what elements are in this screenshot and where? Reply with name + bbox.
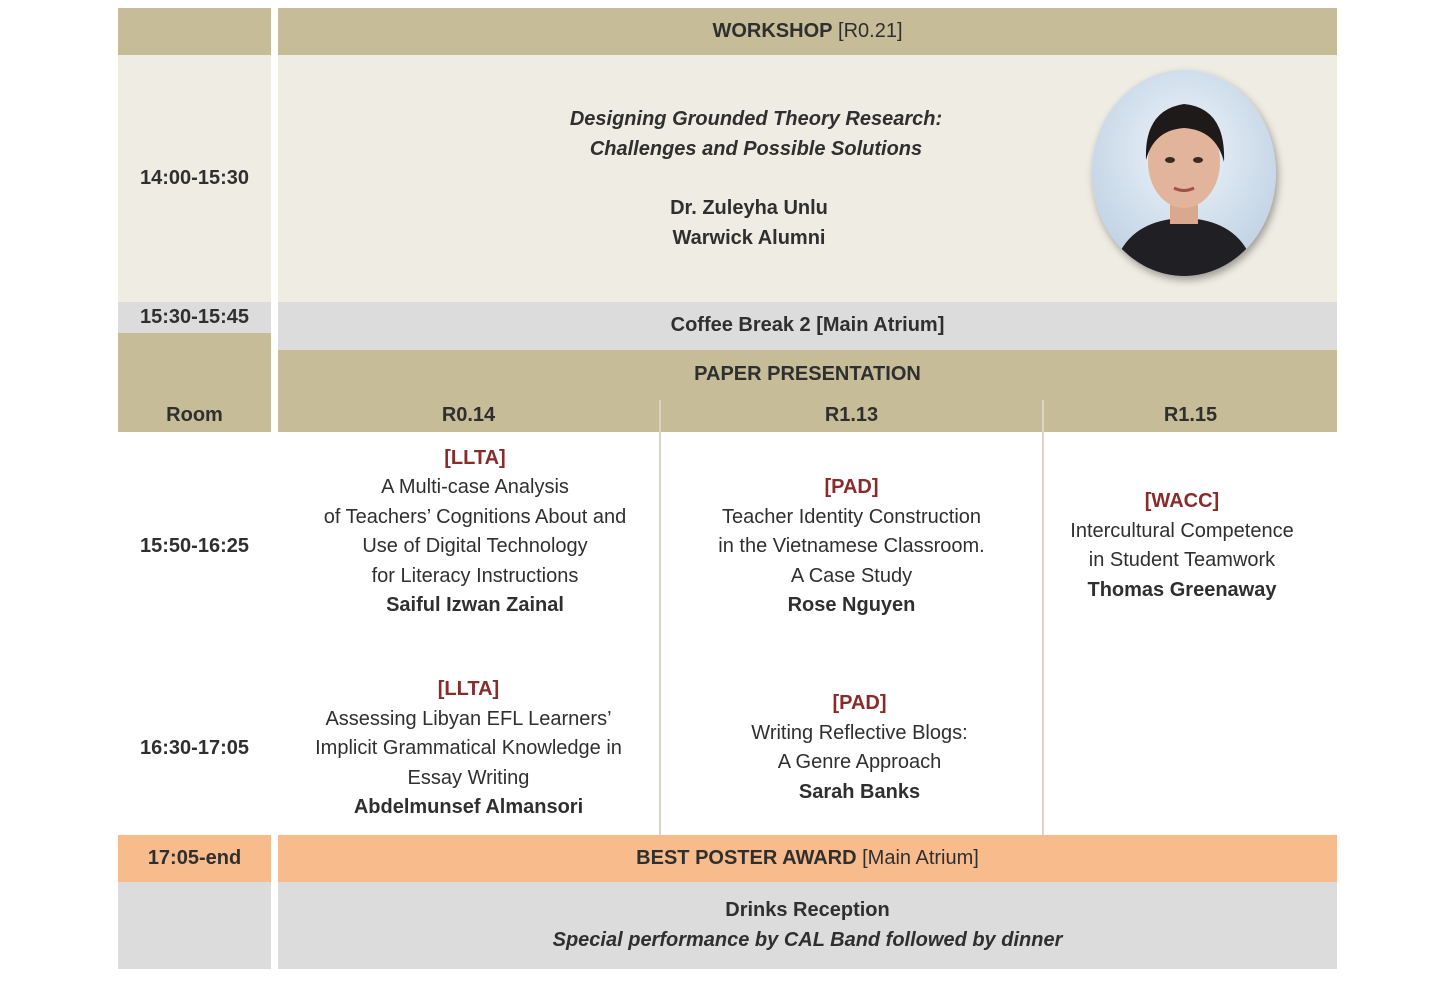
talk-author: Abdelmunsef Almansori (353, 796, 584, 819)
talk-author: Thomas Greenaway (1087, 578, 1277, 601)
workshop-affiliation: Warwick Alumni (672, 226, 826, 249)
paper-time-blank (118, 350, 271, 400)
room-label: Room (118, 400, 271, 432)
talk-slot1-r1-13 (661, 473, 1042, 621)
reception-time-blank (118, 882, 271, 969)
slot-1-time: 15:50-16:25 (118, 432, 271, 662)
award-label: BEST POSTER AWARD (636, 846, 857, 869)
talk-title-line: Writing Reflective Blogs: (751, 721, 968, 744)
time-column-header-blank (118, 8, 271, 55)
talk-slot1-r0-14 (278, 443, 659, 621)
workshop-time: 14:00-15:30 (118, 55, 271, 302)
workshop-header-room: [R0.21] (832, 19, 903, 42)
talk-title-line: Essay Writing (407, 766, 530, 789)
talk-author: Saiful Izwan Zainal (386, 594, 564, 616)
talk-author: Sarah Banks (798, 780, 921, 803)
talk-title-line: A Case Study (790, 564, 913, 587)
talk-tag: [LLTA] (437, 678, 500, 701)
slot-2-time: 16:30-17:05 (118, 662, 271, 835)
workshop-header (278, 8, 1337, 55)
coffee-break-label: Coffee Break 2 [Main Atrium] (278, 302, 1337, 350)
speaker-photo (1092, 70, 1276, 276)
coffee-time: 15:30-15:45 (118, 302, 271, 333)
award-time: 17:05-end (118, 835, 271, 882)
drinks-reception (278, 882, 1337, 969)
talk-title-line: Intercultural Competence (1070, 519, 1294, 542)
workshop-title-line-1: Designing Grounded Theory Research: (569, 108, 943, 130)
talk-title-line: Teacher Identity Construction (721, 505, 982, 528)
room-r0-14: R0.14 (278, 400, 659, 432)
talk-author: Rose Nguyen (787, 594, 916, 617)
talk-title-line: A Multi-case Analysis (381, 476, 569, 498)
best-poster-award (278, 835, 1337, 882)
talk-title-line: Implicit Grammatical Knowledge in (315, 737, 622, 760)
talk-slot2-r1-13 (661, 689, 1042, 807)
reception-title: Drinks Reception (725, 899, 890, 921)
talk-slot1-r1-15 (1044, 487, 1320, 605)
talk-title-line: Assessing Libyan EFL Learners’ (325, 707, 612, 730)
award-room: [Main Atrium] (856, 846, 979, 869)
workshop-title-line-2: Challenges and Possible Solutions (589, 137, 923, 160)
paper-presentation-header: PAPER PRESENTATION (278, 350, 1337, 400)
talk-title-line: for Literacy Instructions (371, 564, 579, 587)
speaker-portrait-image (1092, 70, 1276, 276)
workshop-speaker: Dr. Zuleyha Unlu (670, 197, 828, 219)
talk-tag: [LLTA] (444, 446, 506, 469)
talk-title-line: A Genre Approach (777, 751, 942, 773)
workshop-header-label: WORKSHOP (712, 19, 833, 42)
talk-title-line: in the Vietnamese Classroom. (718, 535, 985, 558)
talk-tag: [WACC] (1144, 490, 1220, 512)
talk-tag: [PAD] (832, 692, 887, 714)
talk-tag: [PAD] (824, 476, 879, 499)
talk-title-line: in Student Teamwork (1088, 549, 1276, 571)
room-r1-13: R1.13 (661, 400, 1042, 432)
talk-title-line: Use of Digital Technology (362, 535, 588, 557)
talk-title-line: of Teachers’ Cognitions About and (323, 505, 627, 528)
coffee-time-spacer (118, 333, 271, 350)
column-divider (1042, 400, 1044, 835)
reception-subtitle: Special performance by CAL Band followed by dinner (552, 928, 1063, 951)
talk-slot2-r0-14 (278, 675, 659, 823)
room-r1-15: R1.15 (1044, 400, 1337, 432)
